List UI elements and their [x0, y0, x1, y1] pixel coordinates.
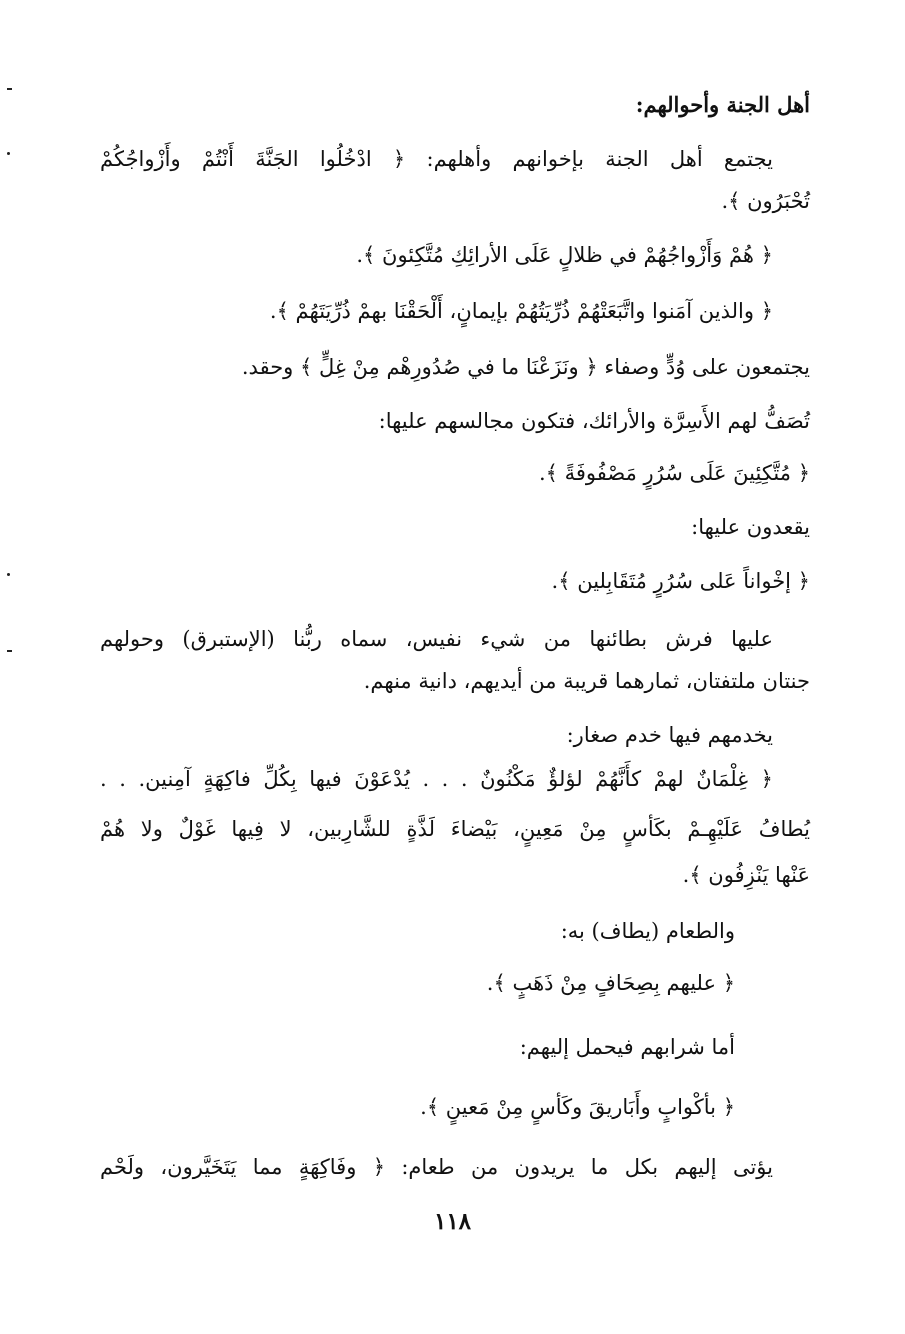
- text-line: يجتمع أهل الجنة بإخوانهم وأهلهم: ﴿ ادْخُلُوا الجَنَّةَ أَنْتُمْ وأَزْواجُكُمْ: [100, 147, 773, 171]
- verse-line: ﴿ هُمْ وَأَزْواجُهُمْ في ظلالٍ عَلَى الأرائِكِ مُتَّكِئونَ ﴾.: [356, 243, 773, 267]
- text-line: يخدمهم فيها خدم صغار:: [566, 723, 773, 747]
- verse-line: ﴿ غِلْمَانٌ لهمْ كأَنَّهُمْ لؤلؤٌ مَكْنُونٌ . . . يُدْعَوْنَ فيها بِكُلِّ فاكِهَةٍ آمِنين. . .: [100, 767, 773, 791]
- text-line: يقعدون عليها:: [691, 515, 810, 539]
- text-line: جنتان ملتفتان، ثمارهما قريبة من أيديهم، دانية منهم.: [363, 669, 810, 693]
- text-line: تُصَفُّ لهم الأَسِرَّة والأرائك، فتكون مجالسهم عليها:: [378, 409, 810, 433]
- text-line: والطعام (يطاف) به:: [560, 919, 735, 943]
- verse-line: ﴿ والذين آمَنوا واتَّبَعَتْهُمْ ذُرِّيَتُهُمْ بإيمانٍ، أَلْحَقْنَا بهمْ ذُرِّيَتَهُمْ ﴾.: [269, 299, 773, 323]
- text-line: يؤتى إليهم بكل ما يريدون من طعام: ﴿ وفَاكِهَةٍ مما يَتَخَيَّرون، ولَحْم: [100, 1155, 773, 1179]
- verse-line: يُطافُ عَلَيْهِـمْ بكَأسٍ مِنْ مَعِينٍ، بَيْضاءَ لَذَّةٍ للشَّارِبين، لا فِيها غَوْلٌ ولا هُمْ: [100, 817, 810, 841]
- margin-dot: [7, 152, 10, 155]
- verse-line: ﴿ إخْواناً عَلى سُرُرٍ مُتَقَابِلين ﴾.: [551, 569, 810, 593]
- margin-mark: [7, 650, 12, 652]
- text-line: عليها فرش بطائنها من شيء نفيس، سماه ربُّنا (الإستبرق) وحولهم: [100, 627, 773, 651]
- verse-line: عَنْها يَنْزِفُون ﴾.: [682, 863, 810, 887]
- section-heading: أهل الجنة وأحوالهم:: [635, 92, 810, 117]
- margin-dot: [7, 573, 10, 576]
- verse-line: ﴿ بأكْوابٍ وأَبَاريقَ وكَأسٍ مِنْ مَعينٍ ﴾.: [420, 1095, 735, 1119]
- margin-mark: [7, 88, 12, 90]
- verse-line: ﴿ عليهم بِصِحَافٍ مِنْ ذَهَبٍ ﴾.: [486, 971, 735, 995]
- page-number: ١١٨: [433, 1208, 472, 1235]
- text-line: يجتمعون على وُدٍّ وصفاء ﴿ ونَزَعْنَا ما في صُدُورِهْم مِنْ غِلٍّ ﴾ وحقد.: [241, 355, 810, 379]
- verse-line: ﴿ مُتَّكِئِينَ عَلَى سُرُرٍ مَصْفُوفَةً ﴾.: [538, 461, 810, 485]
- text-line: أما شرابهم فيحمل إليهم:: [519, 1035, 735, 1059]
- text-line: تُحْبَرُون ﴾.: [721, 189, 810, 213]
